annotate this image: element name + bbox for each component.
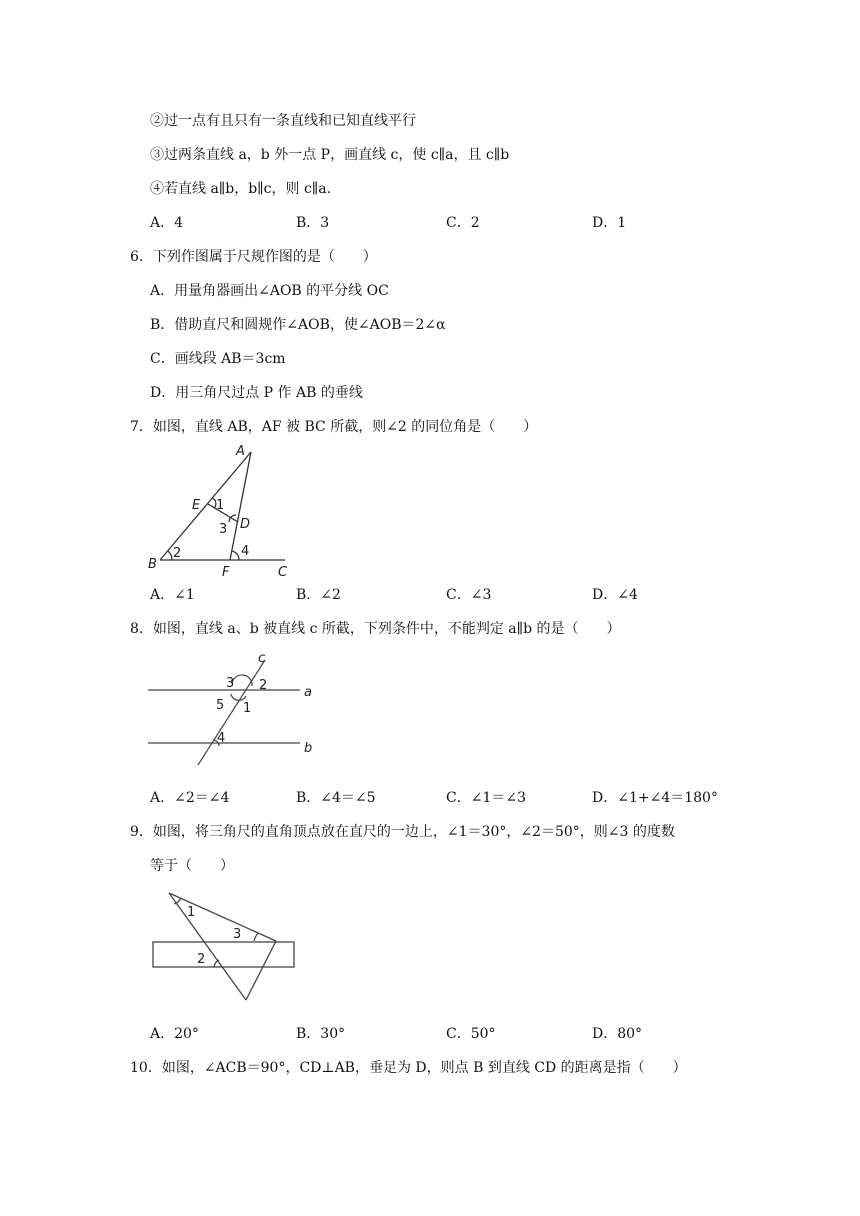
q5-statement-2: ②过一点有且只有一条直线和已知直线平行 xyxy=(150,113,416,129)
q10-stem: 10．如图，∠ACB＝90°，CD⊥AB，垂足为 D，则点 B 到直线 CD 的距离是指（ ） xyxy=(130,1060,687,1076)
q9-stem-line1: 9．如图，将三角尺的直角顶点放在直尺的一边上，∠1＝30°，∠2＝50°，则∠3 的度数 xyxy=(130,824,675,840)
q9-label-1: 1 xyxy=(187,905,196,920)
q7-stem: 7．如图，直线 AB，AF 被 BC 所截，则∠2 的同位角是（ ） xyxy=(130,419,538,435)
q8-label-a: a xyxy=(304,685,312,700)
q8-label-1: 1 xyxy=(243,701,252,716)
q5-statement-4: ④若直线 a∥b，b∥c，则 c∥a. xyxy=(150,181,332,197)
q6-option-b[interactable]: B．借助直尺和圆规作∠AOB，使∠AOB＝2∠α xyxy=(150,317,446,333)
q7-label-A: A xyxy=(236,444,245,459)
q9-option-b[interactable]: B．30° xyxy=(296,1026,346,1042)
q7-option-a[interactable]: A．∠1 xyxy=(150,587,195,603)
q6-stem: 6．下列作图属于尺规作图的是（ ） xyxy=(130,249,377,265)
q9-stem-line2: 等于（ ） xyxy=(150,858,234,874)
q7-option-c[interactable]: C．∠3 xyxy=(446,587,492,603)
q6-option-c[interactable]: C．画线段 AB＝3cm xyxy=(150,351,286,367)
q8-option-a[interactable]: A．∠2＝∠4 xyxy=(150,790,230,806)
q7-label-2: 2 xyxy=(173,546,182,561)
q7-label-C: C xyxy=(278,565,288,580)
q7-label-D: D xyxy=(240,517,251,532)
q5-option-a[interactable]: A．4 xyxy=(150,215,184,231)
q9-option-a[interactable]: A．20° xyxy=(150,1026,199,1042)
q8-option-b[interactable]: B．∠4＝∠5 xyxy=(296,790,376,806)
q8-option-c[interactable]: C．∠1＝∠3 xyxy=(446,790,526,806)
q5-option-d[interactable]: D．1 xyxy=(592,215,627,231)
q7-label-3: 3 xyxy=(219,522,228,537)
q7-label-B: B xyxy=(148,557,157,572)
q9-label-2: 2 xyxy=(197,952,206,967)
q8-label-2: 2 xyxy=(259,678,268,693)
q5-option-b[interactable]: B．3 xyxy=(296,215,330,231)
q9-label-3: 3 xyxy=(233,927,242,942)
q9-option-c[interactable]: C．50° xyxy=(446,1026,496,1042)
q7-label-1: 1 xyxy=(216,498,225,513)
q8-label-3: 3 xyxy=(226,676,235,691)
q7-label-F: F xyxy=(222,565,230,580)
q8-label-5: 5 xyxy=(216,698,225,713)
q8-label-c: c xyxy=(258,651,266,666)
q9-option-d[interactable]: D．80° xyxy=(592,1026,643,1042)
q8-option-d[interactable]: D．∠1+∠4＝180° xyxy=(592,790,718,806)
q7-label-E: E xyxy=(192,498,201,513)
q7-label-4: 4 xyxy=(241,544,250,559)
q7-option-b[interactable]: B．∠2 xyxy=(296,587,341,603)
q8-label-4: 4 xyxy=(217,731,226,746)
q8-stem: 8．如图，直线 a、b 被直线 c 所截，下列条件中，不能判定 a∥b 的是（ ） xyxy=(130,621,621,637)
q5-option-c[interactable]: C．2 xyxy=(446,215,480,231)
q6-option-d[interactable]: D．用三角尺过点 P 作 AB 的垂线 xyxy=(150,385,363,401)
q6-option-a[interactable]: A．用量角器画出∠AOB 的平分线 OC xyxy=(150,283,389,299)
q7-option-d[interactable]: D．∠4 xyxy=(592,587,638,603)
q8-label-b: b xyxy=(304,741,313,756)
q5-statement-3: ③过两条直线 a，b 外一点 P，画直线 c，使 c∥a，且 c∥b xyxy=(150,147,510,163)
